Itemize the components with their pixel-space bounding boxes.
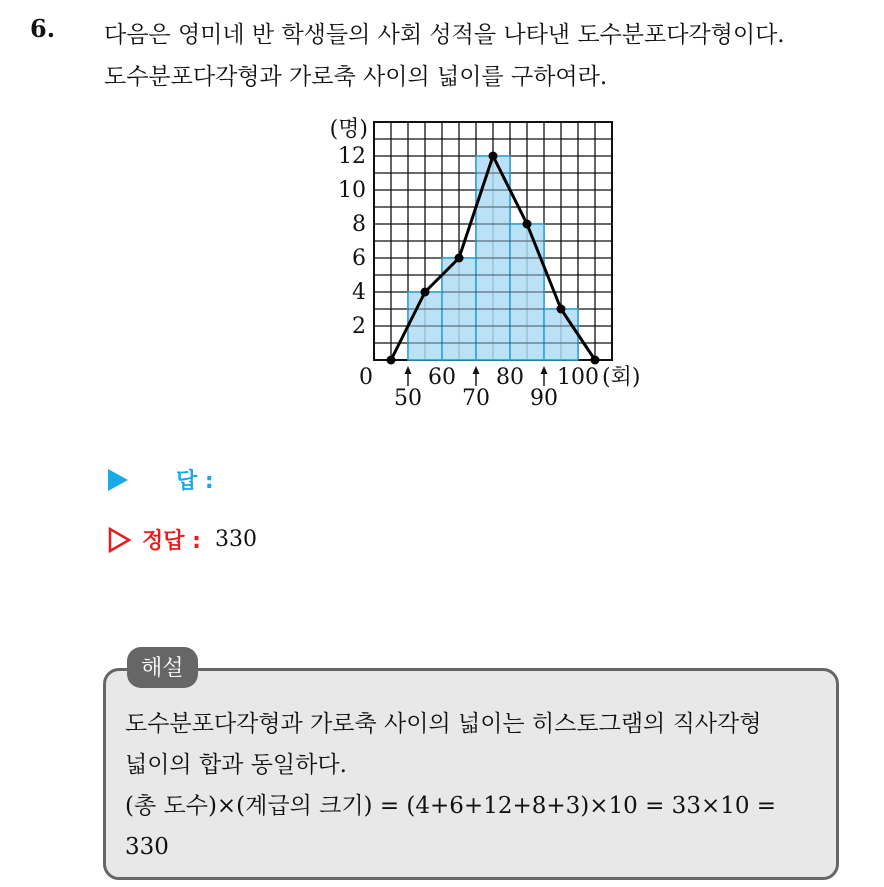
correct-answer-label: 정답 : bbox=[142, 529, 201, 554]
polygon-point bbox=[489, 152, 498, 161]
solution-tag: 해설 bbox=[127, 647, 198, 688]
answer-label: 답 : bbox=[176, 469, 214, 494]
x-unit-label: (회) bbox=[602, 365, 641, 390]
polygon-point bbox=[557, 305, 566, 314]
histogram-bar bbox=[544, 309, 578, 360]
solution-line-3: (총 도수)×(계급의 크기) = (4+6+12+8+3)×10 = 33×10 = bbox=[125, 793, 777, 819]
x-tick-arrowhead bbox=[541, 366, 548, 374]
polygon-point bbox=[523, 220, 532, 229]
solution-line-1: 도수분포다각형과 가로축 사이의 넓이는 히스토그램의 직사각형 bbox=[125, 711, 762, 737]
y-tick-label: 10 bbox=[338, 178, 366, 203]
question-line-1: 다음은 영미네 반 학생들의 사회 성적을 나타낸 도수분포다각형이다. bbox=[104, 22, 785, 48]
y-unit-label: (명) bbox=[329, 117, 368, 142]
question-number: 6. bbox=[30, 14, 56, 43]
x-tick-label-lower: 70 bbox=[462, 386, 490, 411]
solution-text bbox=[125, 704, 776, 868]
correct-answer-row bbox=[108, 524, 257, 555]
play-triangle-icon bbox=[108, 469, 128, 491]
polygon-point bbox=[591, 356, 600, 365]
x-tick-label-upper: 60 bbox=[428, 365, 456, 390]
y-tick-label: 12 bbox=[338, 144, 366, 169]
x-tick-label-lower: 50 bbox=[394, 386, 422, 411]
x-tick-label-lower: 90 bbox=[530, 386, 558, 411]
x-tick-label-upper: 100 bbox=[557, 365, 599, 390]
polygon-point bbox=[387, 356, 396, 365]
solution-line-2: 넓이의 합과 동일하다. bbox=[125, 752, 347, 778]
outline-triangle-icon bbox=[108, 527, 132, 553]
y-tick-label: 8 bbox=[352, 212, 366, 237]
answer-row bbox=[108, 464, 214, 495]
origin-label: 0 bbox=[359, 365, 373, 390]
correct-answer-value: 330 bbox=[214, 527, 257, 552]
x-tick-arrowhead bbox=[405, 366, 412, 374]
y-tick-label: 2 bbox=[352, 314, 366, 339]
question-line-2: 도수분포다각형과 가로축 사이의 넓이를 구하여라. bbox=[104, 64, 608, 90]
solution-line-4: 330 bbox=[125, 834, 169, 860]
polygon-point bbox=[421, 288, 430, 297]
x-tick-arrowhead bbox=[473, 366, 480, 374]
y-tick-label: 4 bbox=[352, 280, 366, 305]
x-tick-label-upper: 80 bbox=[496, 365, 524, 390]
polygon-point bbox=[455, 254, 464, 263]
y-tick-label: 6 bbox=[352, 246, 366, 271]
